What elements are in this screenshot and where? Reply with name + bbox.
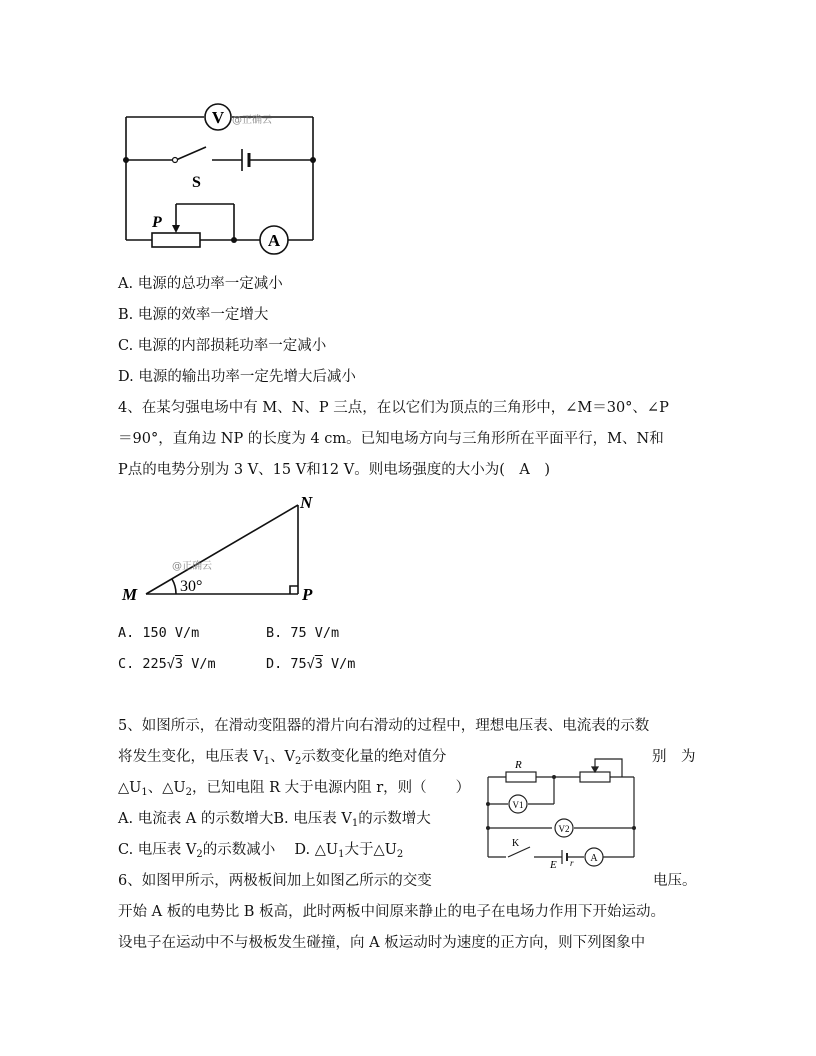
switch-label: S	[192, 174, 201, 191]
circuit-figure-1	[118, 100, 323, 258]
q5-options-cd: C. 电压表 $V_2$的示数减小 D. $\triangle U_1$大于$\triangle U_2$	[118, 842, 404, 860]
ammeter-label: A	[267, 231, 281, 250]
q3-option-b: B. 电源的效率一定增大	[118, 307, 269, 323]
q4-option-c: C. 225√3 V/m	[118, 656, 216, 672]
slider-label: P	[152, 214, 162, 231]
angle-label: 30°	[180, 578, 203, 595]
q6-line-1-end: 电压。	[653, 873, 697, 889]
q4-option-b: B. 75 V/m	[266, 625, 340, 641]
q3-option-d: D. 电源的输出功率一定先增大后减小	[118, 369, 356, 385]
q4-option-d: D. 75√3 V/m	[266, 656, 356, 672]
q5-options-ab: A. 电流表 A 的示数增大B. 电压表 $V_1$的示数增大	[118, 811, 431, 829]
voltmeter-label: V	[211, 108, 225, 127]
q3-option-a: A. 电源的总功率一定减小	[118, 276, 283, 292]
watermark: @正确云	[232, 115, 272, 126]
circuit-figure-2	[482, 754, 642, 874]
watermark: @正确云	[172, 561, 212, 572]
vertex-m-label: M	[122, 585, 138, 604]
q5-line-2: 将发生变化，电压表 $V_1$、$V_2$示数变化量的绝对值分	[118, 749, 447, 767]
q4-line-3: P点的电势分别为 3 V、15 V和12 V。则电场强度的大小为( A )	[118, 462, 551, 478]
q4-option-a: A. 150 V/m	[118, 625, 200, 641]
q6-line-2: 开始 A 板的电势比 B 板高，此时两板中间原来静止的电子在电场力作用下开始运动。	[118, 904, 666, 920]
triangle-figure	[118, 488, 328, 608]
q5-line-1: 5、如图所示，在滑动变阻器的滑片向右滑动的过程中，理想电压表、电流表的示数	[118, 718, 650, 734]
voltmeter-v1-label: V1	[512, 800, 524, 810]
q5-line-2-end: 别 为	[652, 749, 696, 765]
q4-line-2: ＝90°，直角边 NP 的长度为 4 cm。已知电场方向与三角形所在平面平行，M、N和	[118, 431, 664, 447]
resistor-r-label: R	[515, 759, 522, 771]
q6-line-1: 6、如图甲所示，两极板间加上如图乙所示的交变	[118, 873, 432, 889]
q5-line-3: $\triangle U_1$、$\triangle U_2$，已知电阻 R 大于电源内阻 r，则（ ）	[118, 780, 471, 798]
ammeter-a-label: A	[590, 853, 598, 864]
vertex-p-label: P	[302, 585, 313, 604]
internal-r-label: r	[570, 858, 574, 868]
q6-line-3: 设电子在运动中不与极板发生碰撞，向 A 板运动时为速度的正方向，则下列图象中	[118, 935, 646, 951]
voltmeter-v2-label: V2	[558, 824, 570, 834]
vertex-n-label: N	[300, 493, 313, 512]
emf-e-label: E	[550, 859, 557, 871]
q4-line-1: 4、在某匀强电场中有 M、N、P 三点，在以它们为顶点的三角形中，∠M＝30°、∠P	[118, 400, 669, 416]
q3-option-c: C. 电源的内部损耗功率一定减小	[118, 338, 327, 354]
switch-k-label: K	[512, 838, 520, 849]
